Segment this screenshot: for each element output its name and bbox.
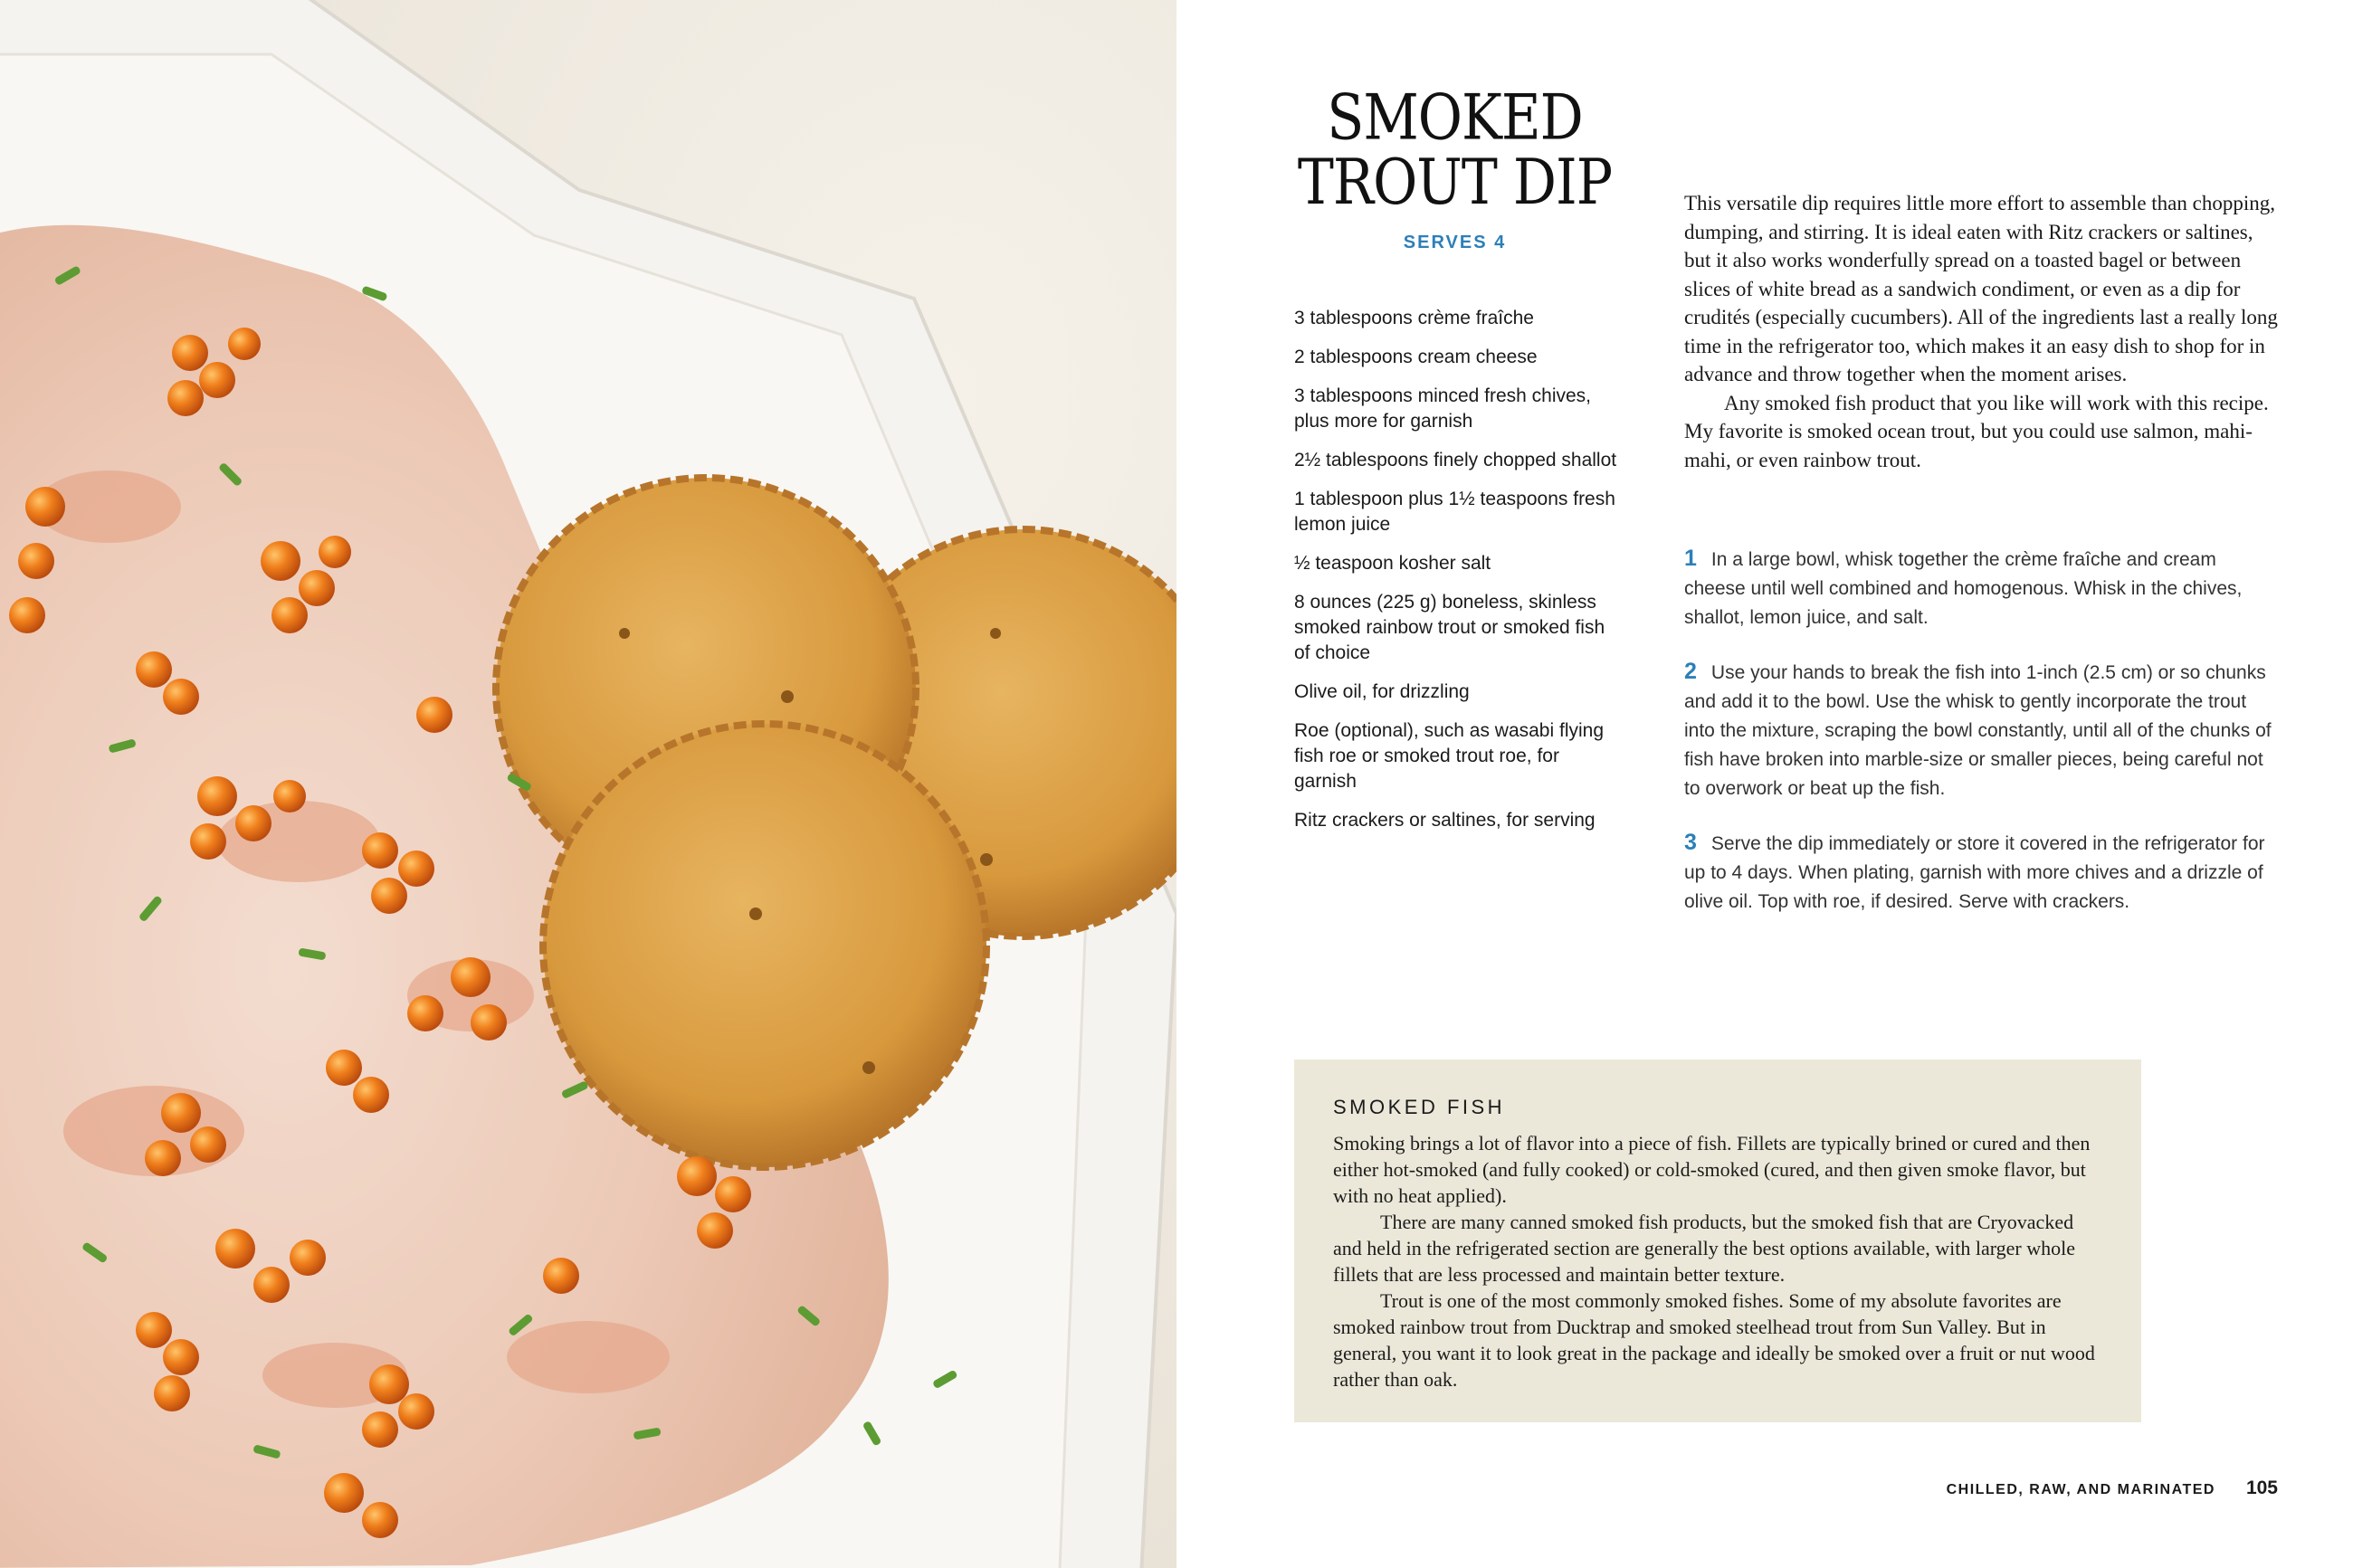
step-number: 3	[1684, 830, 1697, 855]
sidebar-title: SMOKED FISH	[1333, 1096, 1506, 1118]
step-text: In a large bowl, whisk together the crème fraîche and cream cheese until well combined and homogenous. Whisk in the chives, shallot, lemon juice, and salt.	[1684, 549, 2243, 628]
intro-paragraph: This versatile dip requires little more effort to assemble than chopping, dumping, and stirring. It is ideal eaten with Ritz crackers or saltines, but it also works wonderfully spread on a toasted bagel or between slices of white bread as a sandwich condiment, or even as a dip for crudités (especially cucumbers). All of the ingredients last a really long time in the refrigerator too, which makes it an easy dish to shop for in advance and throw together when the moment arises.	[1684, 192, 2278, 385]
page-number: 105	[2245, 1478, 2278, 1498]
ingredient-item: 8 ounces (225 g) boneless, skinless smoked rainbow trout or smoked fish of choice	[1294, 592, 1605, 663]
serves-label: SERVES 4	[1403, 233, 1507, 252]
sidebar-paragraph: There are many canned smoked fish products, but the smoked fish that are Cryovacked and held in the refrigerated section are generally the best options available, with larger whole fillets that are less processed and maintain better texture.	[1333, 1211, 2076, 1286]
food-photo-illustration	[0, 0, 1176, 1568]
step-text: Serve the dip immediately or store it covered in the refrigerator for up to 4 days. When plating, garnish with more chives and a drizzle of olive oil. Top with roe, if desired. Serve with crackers.	[1684, 833, 2265, 912]
page-footer	[1947, 1478, 2278, 1499]
recipe-title-line-1: SMOKED	[1327, 81, 1583, 155]
ingredient-list	[1294, 306, 1620, 847]
ingredient-item: 3 tablespoons crème fraîche	[1294, 308, 1534, 328]
step-2	[1684, 657, 2282, 803]
ingredient-item: Olive oil, for drizzling	[1294, 681, 1470, 702]
ingredient-item: 1 tablespoon plus 1½ teaspoons fresh lemon juice	[1294, 489, 1615, 535]
ingredient-item: Roe (optional), such as wasabi flying fish roe or smoked trout roe, for garnish	[1294, 720, 1605, 792]
sidebar-paragraph: Smoking brings a lot of flavor into a piece of fish. Fillets are typically brined or cured and then either hot-smoked (and fully cooked) or cold-smoked (cured, and then given smoke flavor, but with no heat applied).	[1333, 1132, 2091, 1207]
ingredient-item: Ritz crackers or saltines, for serving	[1294, 810, 1596, 831]
food-photo	[0, 0, 1176, 1568]
smoked-fish-sidebar	[1294, 1060, 2141, 1422]
ingredient-item: 2½ tablespoons finely chopped shallot	[1294, 450, 1617, 470]
section-name: CHILLED, RAW, AND MARINATED	[1946, 1482, 2215, 1497]
step-number: 1	[1684, 546, 1697, 571]
recipe-intro	[1684, 189, 2282, 474]
recipe-title	[1294, 81, 1615, 220]
step-1	[1684, 544, 2282, 632]
step-number: 2	[1684, 659, 1697, 684]
step-3	[1684, 828, 2282, 917]
ingredient-item: 2 tablespoons cream cheese	[1294, 347, 1538, 367]
step-text: Use your hands to break the fish into 1-inch (2.5 cm) or so chunks and add it to the bowl. Use the whisk to gently incorporate the trout into the mixture, scraping the bowl constantly, until all of the chunks of fish have broken into marble-size or smaller pieces, being careful not to overwork or beat up the fish.	[1684, 662, 2272, 799]
ingredient-item: ½ teaspoon kosher salt	[1294, 553, 1491, 574]
sidebar-paragraph: Trout is one of the most commonly smoked fishes. Some of my absolute favorites are smoked rainbow trout from Ducktrap and smoked steelhead trout from Sun Valley. But in general, you want it to look great in the package and ideally be smoked over a fruit or nut wood rather than oak.	[1333, 1289, 2095, 1391]
recipe-title-line-2: TROUT DIP	[1297, 146, 1613, 220]
intro-paragraph: Any smoked fish product that you like will work with this recipe. My favorite is smoked ocean trout, but you could use salmon, mahi-mahi, or even rainbow trout.	[1684, 391, 2269, 471]
method-steps	[1684, 544, 2282, 941]
ingredient-item: 3 tablespoons minced fresh chives, plus more for garnish	[1294, 385, 1592, 432]
